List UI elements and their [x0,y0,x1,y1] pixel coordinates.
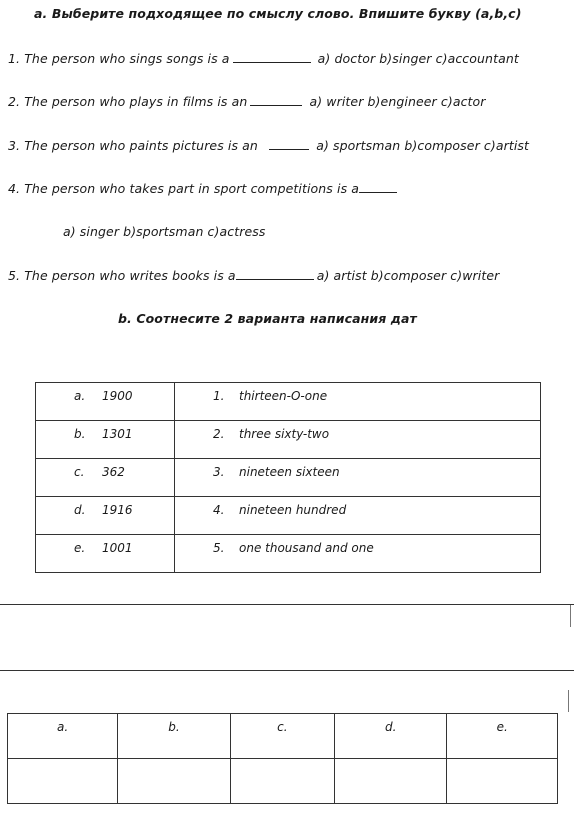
question-5-prompt: 5. The person who writes books is a [8,268,236,283]
date-letter: a. [74,389,86,403]
matching-row [36,383,541,421]
answer-input-cell[interactable] [447,759,558,804]
answer-table [7,713,558,804]
answer-blank-4[interactable] [359,183,397,193]
answer-blank-2[interactable] [250,96,302,106]
date-number: 1001 [102,541,133,555]
date-words-cell [175,497,541,535]
question-2-options: a) writer b)engineer c)actor [309,94,486,109]
separator-line [0,604,574,605]
answer-header-cell: a. [8,714,118,759]
answer-blank-1[interactable] [233,53,311,63]
date-number: 1301 [102,427,133,441]
date-words: thirteen-O-one [239,389,328,403]
question-4-options: a) singer b)sportsman c)actress [63,224,266,239]
answer-blank-5[interactable] [236,270,314,280]
question-3-prompt: 3. The person who paints pictures is an [8,138,258,153]
question-4 [8,181,400,196]
date-number-cell [36,459,175,497]
date-words-cell [175,383,541,421]
date-words-cell [175,459,541,497]
answer-header-row [8,714,558,759]
separator-line [0,670,574,671]
question-3-options: a) sportsman b)composer c)artist [316,138,530,153]
date-words-cell [175,421,541,459]
date-number: 1900 [102,389,133,403]
separator-tick [570,605,571,627]
question-2 [8,94,486,109]
date-words-index: 4. [213,503,225,517]
question-3 [8,138,529,153]
date-words-index: 2. [213,427,225,441]
date-letter: b. [74,427,86,441]
answer-header-cell: d. [335,714,447,759]
answer-header-cell: e. [447,714,558,759]
question-1-options: a) doctor b)singer c)accountant [317,51,519,66]
section-b-heading: b. Соотнесите 2 варианта написания дат [118,311,417,326]
date-words-index: 5. [213,541,225,555]
matching-row [36,497,541,535]
answer-header-cell: b. [118,714,230,759]
question-2-prompt: 2. The person who plays in films is an [8,94,248,109]
date-words: one thousand and one [239,541,374,555]
date-number-cell [36,497,175,535]
matching-row [36,421,541,459]
date-letter: c. [74,465,85,479]
question-5 [8,268,499,283]
matching-table [35,382,541,573]
date-letter: e. [74,541,86,555]
answer-input-cell[interactable] [335,759,447,804]
date-words-cell [175,535,541,573]
date-words: nineteen sixteen [239,465,340,479]
date-number: 1916 [102,503,133,517]
section-a-heading: a. Выберите подходящее по смыслу слово. Впишите букву (a,b,c) [34,6,522,21]
date-number: 362 [102,465,125,479]
date-words-index: 3. [213,465,225,479]
answer-input-row [8,759,558,804]
date-words: nineteen hundred [239,503,347,517]
matching-row [36,459,541,497]
matching-row [36,535,541,573]
answer-header-cell: c. [230,714,334,759]
separator-tick [568,690,569,712]
question-1-prompt: 1. The person who sings songs is a [8,51,230,66]
question-5-options: a) artist b)composer c)writer [316,268,500,283]
date-letter: d. [74,503,86,517]
question-1 [8,51,519,66]
date-number-cell [36,421,175,459]
answer-input-cell[interactable] [118,759,230,804]
question-4-prompt: 4. The person who takes part in sport competitions is a [8,181,360,196]
answer-input-cell[interactable] [230,759,334,804]
date-words-index: 1. [213,389,225,403]
answer-blank-3[interactable] [269,140,309,150]
date-number-cell [36,383,175,421]
date-number-cell [36,535,175,573]
date-words: three sixty-two [239,427,330,441]
answer-input-cell[interactable] [8,759,118,804]
